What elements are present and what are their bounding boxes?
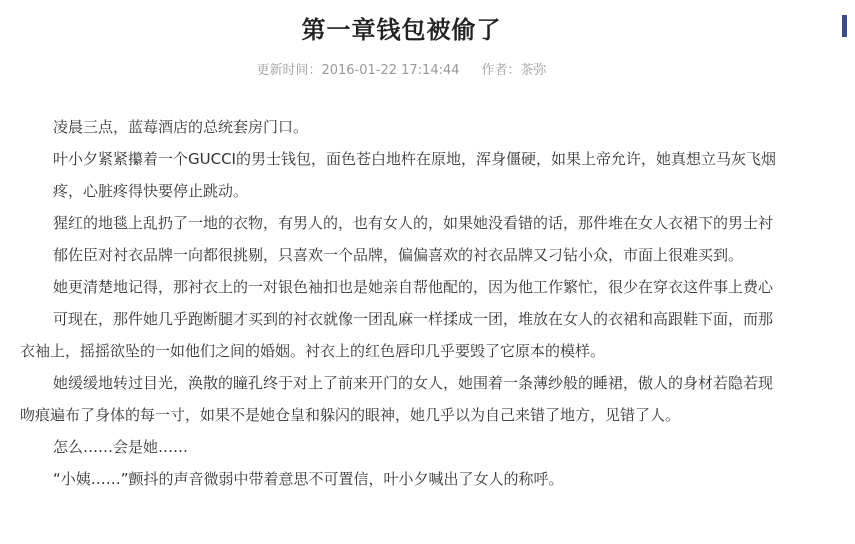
paragraph: 叶小夕紧紧攥着一个GUCCI的男士钱包，面色苍白地杵在原地，浑身僵硬，如果上帝允许，她真想立马灰飞烟 [53, 150, 776, 168]
paragraph: 疼，心脏疼得快要停止跳动。 [53, 182, 249, 200]
paragraph-line: 她缓缓地转过目光，涣散的瞳孔终于对上了前来开门的女人，她围着一条薄纱般的睡裙，傲人的身材若隐若现 [53, 374, 774, 392]
chapter-title: 第一章钱包被偷了 [301, 16, 502, 44]
chapter-content [20, 111, 812, 544]
scroll-indicator[interactable] [842, 15, 847, 37]
paragraph: 郁佐臣对衬衣品牌一向都很挑剔，只喜欢一个品牌，偏偏喜欢的衬衣品牌又刁钻小众，市面上很难买到。 [53, 246, 744, 264]
paragraph: “小姨……”颤抖的声音微弱中带着意思不可置信，叶小夕喊出了女人的称呼。 [53, 470, 564, 488]
paragraph [20, 303, 812, 367]
chapter-meta [0, 61, 803, 81]
paragraph [20, 367, 812, 431]
paragraph: 凌晨三点，蓝莓酒店的总统套房门口。 [53, 118, 309, 136]
paragraph-line: 衣袖上，摇摇欲坠的一如他们之间的婚姻。衬衣上的红色唇印几乎要毁了它原本的模样。 [20, 342, 606, 360]
paragraph-line: 可现在，那件她几乎跑断腿才买到的衬衣就像一团乱麻一样揉成一团，堆放在女人的衣裙和高跟鞋下面，而那 [53, 310, 774, 328]
paragraph: 猩红的地毯上乱扔了一地的衣物，有男人的，也有女人的，如果她没看错的话，那件堆在女人衣裙下的男士衬 [53, 214, 774, 232]
update-time: 更新时间：2016-01-22 17:14:44 [256, 63, 460, 78]
paragraph: 怎么……会是她…… [53, 438, 189, 456]
paragraph-line: 吻痕遍布了身体的每一寸，如果不是她仓皇和躲闪的眼神，她几乎以为自己来错了地方，见错了人。 [20, 406, 681, 424]
paragraph: 她更清楚地记得，那衬衣上的一对银色袖扣也是她亲自帮他配的，因为他工作繁忙，很少在穿衣这件事上费心 [53, 278, 774, 296]
author: 作者：茶弥 [481, 63, 547, 78]
